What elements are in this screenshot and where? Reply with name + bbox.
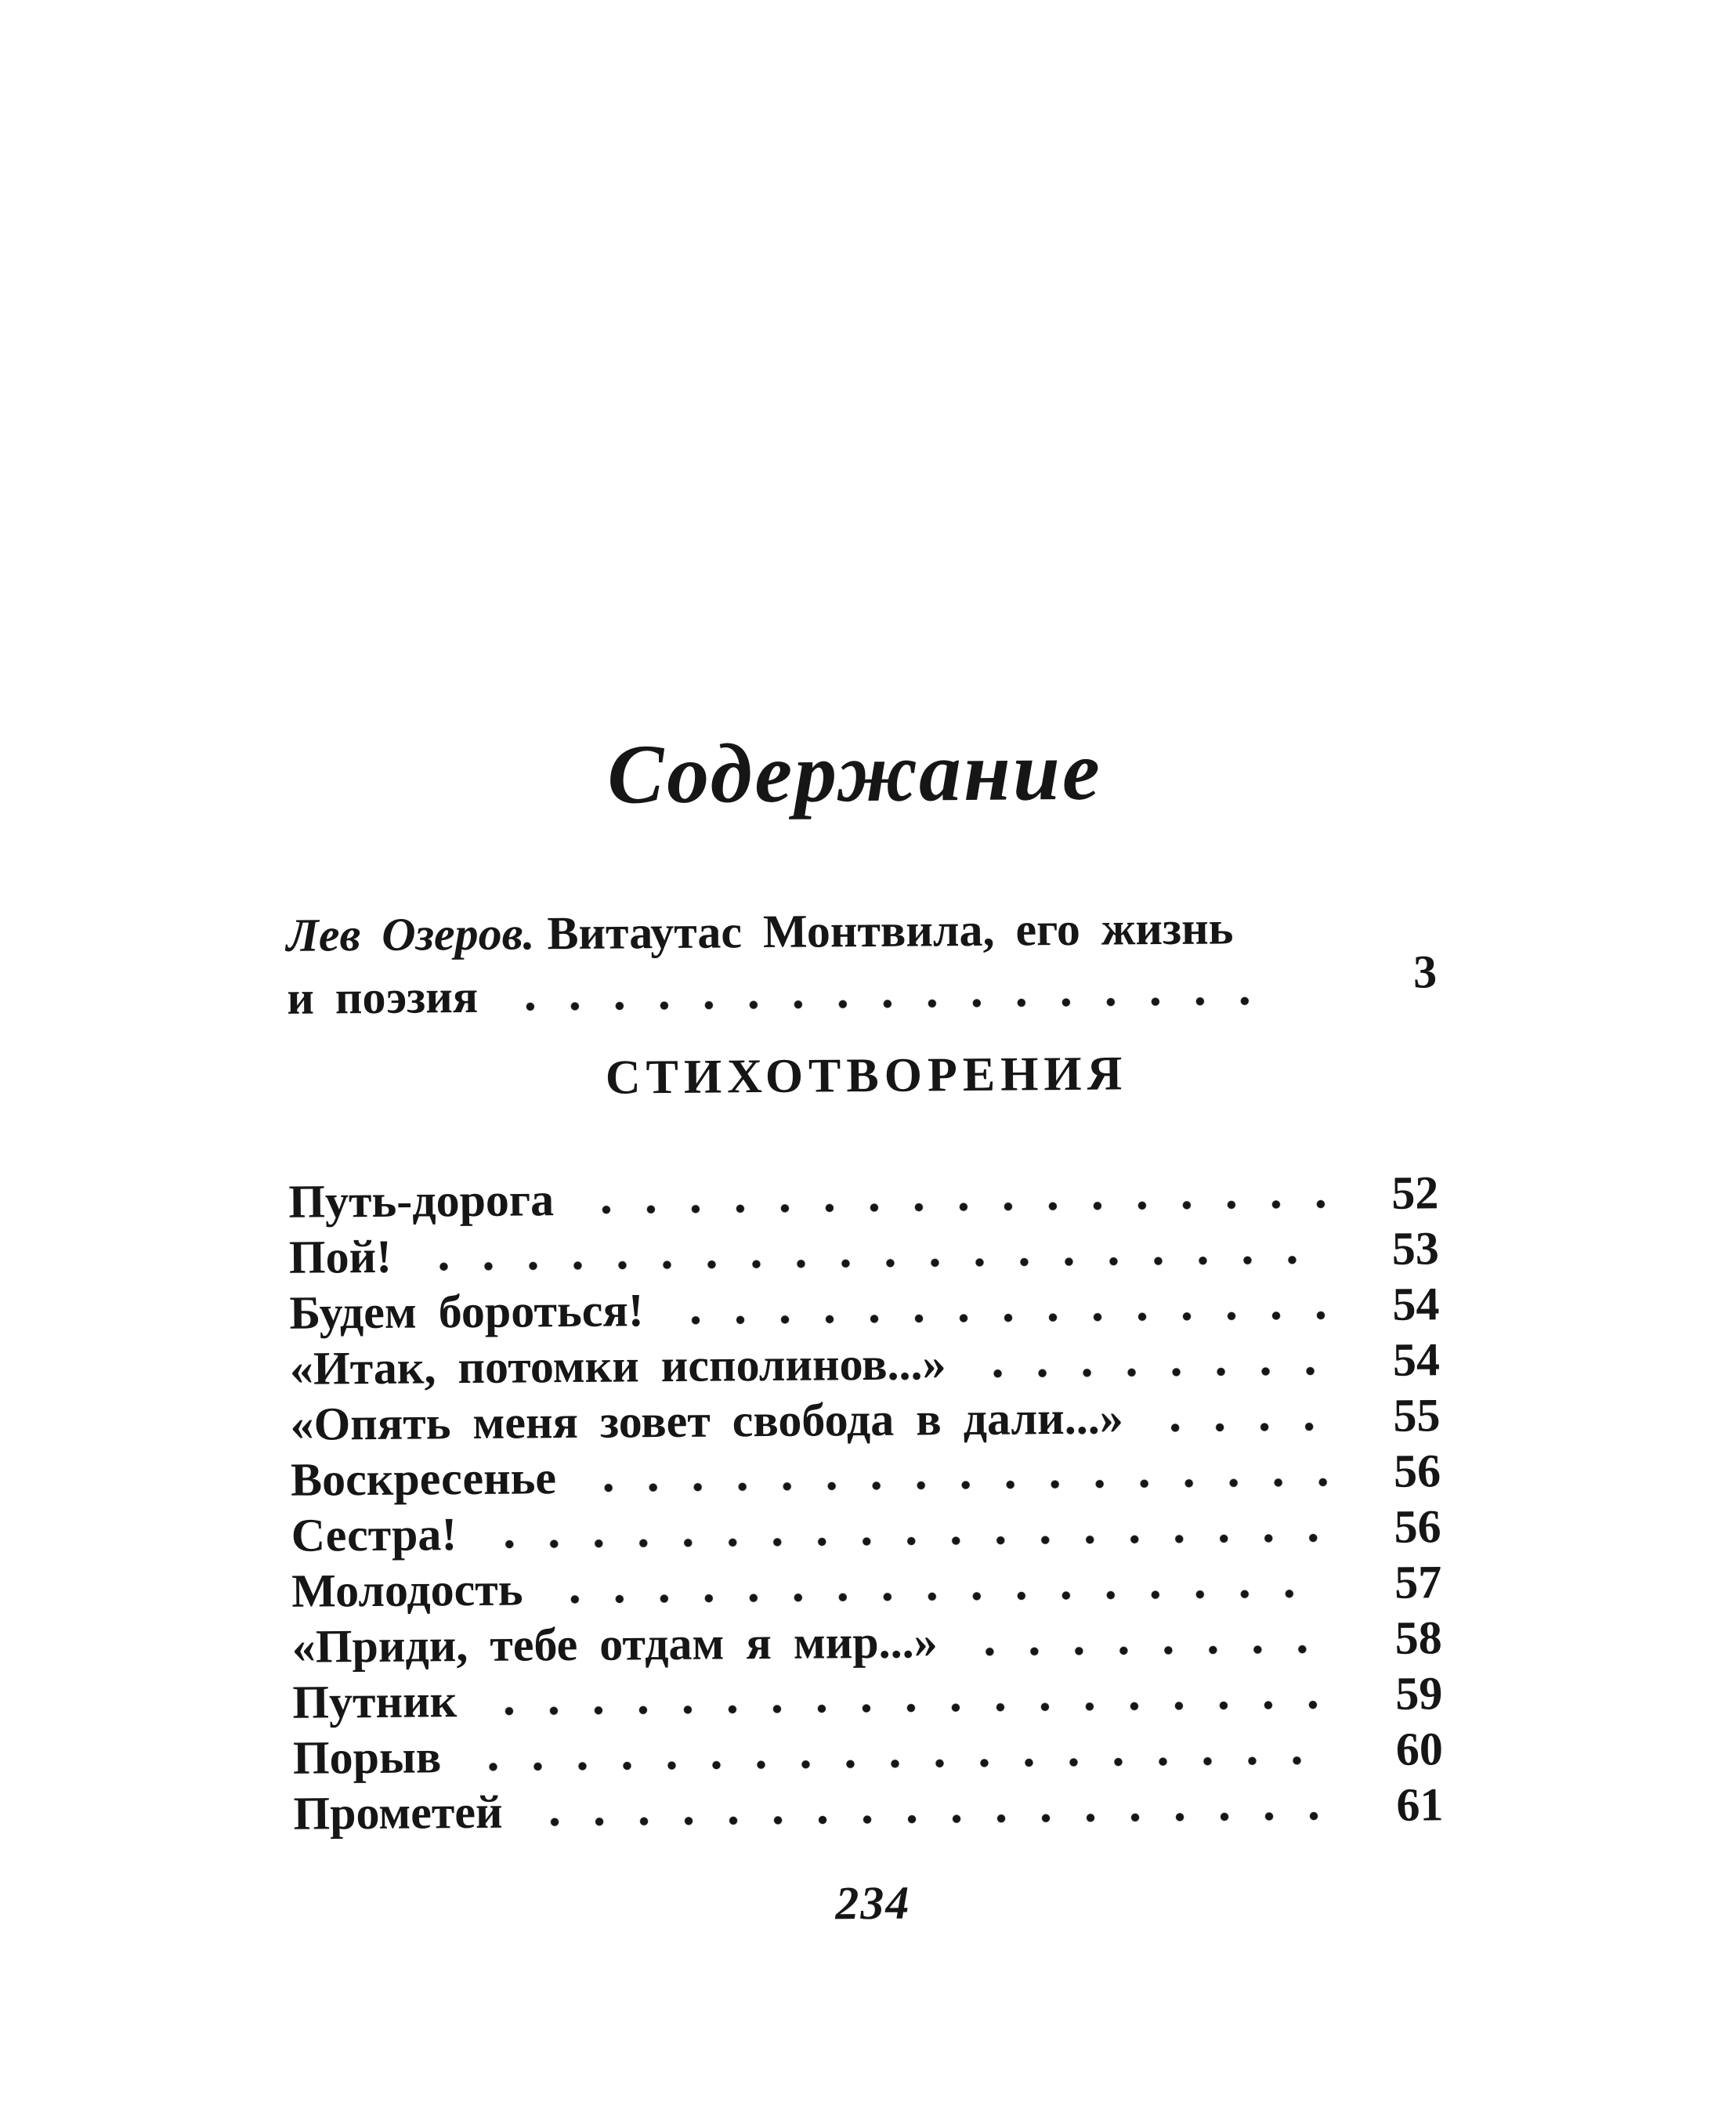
toc-entry-page-number: 59 xyxy=(1395,1667,1443,1720)
toc-entry-title: Будем бороться! xyxy=(289,1284,645,1339)
toc-list xyxy=(288,1165,1452,1842)
toc-entry-page-number: 60 xyxy=(1395,1723,1444,1775)
toc-entry-page-number: 53 xyxy=(1391,1222,1440,1275)
toc-row xyxy=(289,1276,1448,1341)
dot-leader xyxy=(963,1644,1329,1657)
dot-leader xyxy=(482,1532,1328,1549)
contents-title: Содержание xyxy=(606,724,1103,822)
section-heading-poems: СТИХОТВОРЕНИЯ xyxy=(605,1047,1128,1105)
dot-leader xyxy=(503,996,1258,1012)
toc-entry-page-number: 52 xyxy=(1391,1167,1439,1219)
toc-entry-title: Путник xyxy=(292,1675,458,1728)
toc-row xyxy=(292,1666,1451,1731)
toc-row xyxy=(291,1554,1450,1619)
dot-leader xyxy=(466,1755,1330,1772)
dot-leader xyxy=(579,1199,1326,1214)
intro-entry-author: Лев Озеров. xyxy=(286,907,535,961)
toc-entry-page-number: 58 xyxy=(1394,1612,1443,1664)
dot-leader xyxy=(1148,1421,1328,1433)
toc-row xyxy=(293,1721,1452,1786)
toc-row xyxy=(292,1610,1451,1675)
toc-entry-title: «Приди, тебе отдам я мир...» xyxy=(291,1615,938,1673)
intro-entry-title: Витаутас Монтвила, его жизнь xyxy=(547,902,1234,960)
toc-row xyxy=(289,1221,1448,1286)
folio-page-number: 234 xyxy=(835,1876,911,1930)
toc-entry-title: «Итак, потомки исполинов...» xyxy=(289,1337,946,1395)
dot-leader xyxy=(581,1477,1328,1492)
toc-row xyxy=(291,1499,1449,1564)
dot-leader xyxy=(548,1588,1329,1604)
toc-entry-page-number: 54 xyxy=(1392,1333,1441,1386)
toc-entry-page-number: 54 xyxy=(1392,1278,1440,1330)
toc-row xyxy=(290,1332,1448,1397)
toc-entry-title: Сестра! xyxy=(291,1508,458,1561)
toc-entry-page-number: 55 xyxy=(1393,1389,1441,1442)
toc-entry-page-number: 56 xyxy=(1393,1445,1441,1497)
toc-entry-title: «Опять меня зовет свобода в дали...» xyxy=(290,1391,1123,1450)
toc-row xyxy=(288,1165,1447,1230)
dot-leader xyxy=(971,1366,1328,1379)
toc-entry-page-number: 56 xyxy=(1394,1500,1441,1553)
toc-entry-title: Пой! xyxy=(288,1230,392,1283)
toc-entry-page-number: 57 xyxy=(1394,1556,1442,1608)
toc-entry-title: Молодость xyxy=(291,1563,523,1617)
toc-row xyxy=(293,1777,1452,1842)
toc-row xyxy=(290,1387,1448,1453)
dot-leader xyxy=(482,1699,1329,1716)
toc-entry-title: Путь-дорога xyxy=(288,1174,555,1228)
dot-leader xyxy=(417,1254,1326,1272)
toc-entry-page-number: 61 xyxy=(1396,1778,1444,1831)
toc-entry-title: Воскресенье xyxy=(290,1452,557,1506)
text-column xyxy=(279,0,1453,2120)
intro-entry-title-carryover: и поэзия xyxy=(287,970,479,1024)
toc-row xyxy=(291,1443,1449,1508)
intro-entry-page-number: 3 xyxy=(1412,946,1438,998)
intro-entry xyxy=(286,895,1445,1029)
toc-entry-title: Порыв xyxy=(292,1731,442,1784)
dot-leader xyxy=(669,1310,1327,1326)
toc-entry-title: Прометей xyxy=(293,1785,503,1840)
intro-entry-line1 xyxy=(286,895,1445,967)
intro-entry-line2 xyxy=(287,946,1445,1029)
dot-leader xyxy=(528,1811,1331,1827)
